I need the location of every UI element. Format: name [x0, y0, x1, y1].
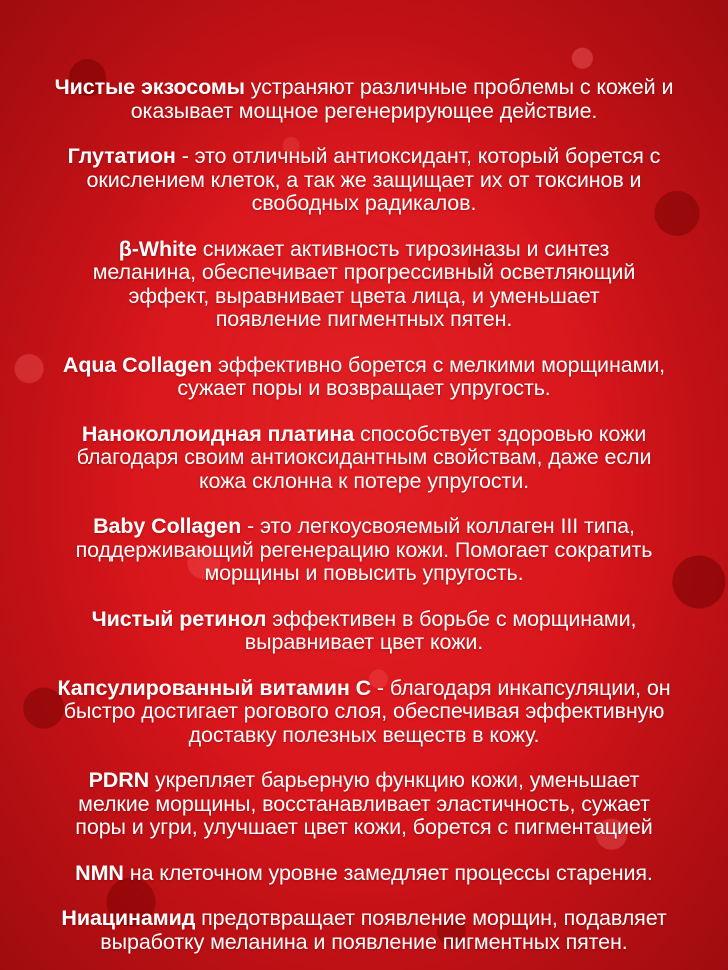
ingredient-beta-white	[22, 238, 706, 332]
ingredient-text: окислением клеток, а так же защищает их от токсинов и	[86, 167, 642, 192]
ingredient-name: Baby Collagen	[93, 514, 242, 538]
ingredient-name: Чистые экзосомы	[54, 75, 245, 99]
ingredient-text: быстро достигает рогового слоя, обеспечивая эффективную	[63, 699, 665, 723]
ingredient-text: мелкие морщины, восстанавливает эластичность, сужает	[78, 791, 650, 816]
ingredient-text: устраняют различные проблемы с кожей и	[244, 75, 674, 99]
ingredient-text: эффективно борется с мелкими морщинами,	[212, 352, 666, 377]
ingredient-nmn	[22, 862, 706, 886]
ingredient-name: β-White	[118, 236, 197, 261]
ingredient-line	[22, 515, 706, 539]
ingredient-line	[22, 769, 706, 793]
ingredient-text: кожа склонна к потере упругости.	[198, 468, 530, 493]
ingredient-baby-collagen	[22, 515, 706, 586]
ingredient-line	[22, 907, 706, 931]
ingredient-text: выравнивает цвет кожи.	[244, 630, 484, 654]
ingredient-name: Aqua Collagen	[62, 352, 213, 377]
ingredient-aqua-collagen	[22, 354, 706, 401]
ingredient-line	[22, 423, 706, 447]
ingredient-name: NMN	[75, 860, 124, 885]
ingredient-text: предотвращает появление морщин, подавляет	[195, 906, 667, 930]
ingredient-text: свободных радикалов.	[251, 191, 477, 215]
ingredient-name: Ниацинамид	[61, 906, 196, 930]
ingredient-name: Наноколлоидная платина	[81, 421, 355, 446]
ingredient-text: - это легкоусвояемый коллаген III типа,	[241, 514, 635, 538]
ingredients-list	[22, 76, 706, 970]
ingredient-text: снижает активность тирозиназы и синтез	[196, 236, 610, 261]
ingredient-text: укрепляет барьерную функцию кожи, уменьшает	[149, 768, 640, 792]
ingredient-line	[22, 76, 706, 100]
ingredient-line	[22, 862, 706, 886]
ingredient-text: - благодаря инкапсуляции, он	[371, 675, 671, 700]
ingredient-text: эффективен в борьбе с морщинами,	[266, 606, 637, 631]
ingredient-text: поры и угри, улучшает цвет кожи, борется с пигментацией	[75, 815, 653, 839]
ingredient-line	[22, 677, 706, 701]
ingredient-name: Глутатион	[67, 144, 176, 168]
ingredient-name: Капсулированный витамин С	[57, 675, 372, 700]
ingredient-text: благодаря своим антиоксидантным свойствам, даже если	[76, 445, 652, 469]
ingredient-retinol	[22, 608, 706, 655]
ingredient-vitamin-c	[22, 677, 706, 748]
ingredient-text: на клеточном уровне замедляет процессы старения.	[123, 860, 653, 885]
ingredient-line	[22, 354, 706, 378]
ingredient-exosomes	[22, 76, 706, 123]
ingredient-text: появление пигментных пятен.	[215, 307, 513, 331]
ingredient-text: способствует здоровью кожи	[354, 421, 647, 446]
ingredient-line	[22, 145, 706, 169]
ingredient-line	[22, 608, 706, 632]
ingredient-text: меланина, обеспечивает прогрессивный осветляющий	[92, 260, 636, 284]
ingredient-text: - это отличный антиоксидант, который борется с	[175, 144, 661, 168]
ingredient-name: PDRN	[88, 768, 150, 792]
ingredient-text: оказывает мощное регенерирующее действие.	[130, 98, 598, 123]
ingredient-text: эффект, выравнивает цвета лица, и уменьшает	[128, 283, 600, 308]
ingredient-nano-platinum	[22, 423, 706, 494]
ingredient-name: Чистый ретинол	[91, 606, 267, 631]
ingredient-pdrn	[22, 769, 706, 840]
ingredient-line	[22, 238, 706, 262]
ingredient-text: поддерживающий регенерацию кожи. Помогает сократить	[75, 537, 653, 562]
ingredient-text: сужает поры и возвращает упругость.	[177, 376, 551, 400]
ingredient-text: морщины и повысить упругость.	[204, 561, 524, 585]
ingredient-glutathione	[22, 145, 706, 216]
ingredient-text: выработку меланина и появление пигментных пятен.	[100, 929, 628, 954]
ingredient-niacinamide	[22, 907, 706, 954]
ingredient-text: доставку полезных веществ в кожу.	[188, 722, 540, 747]
